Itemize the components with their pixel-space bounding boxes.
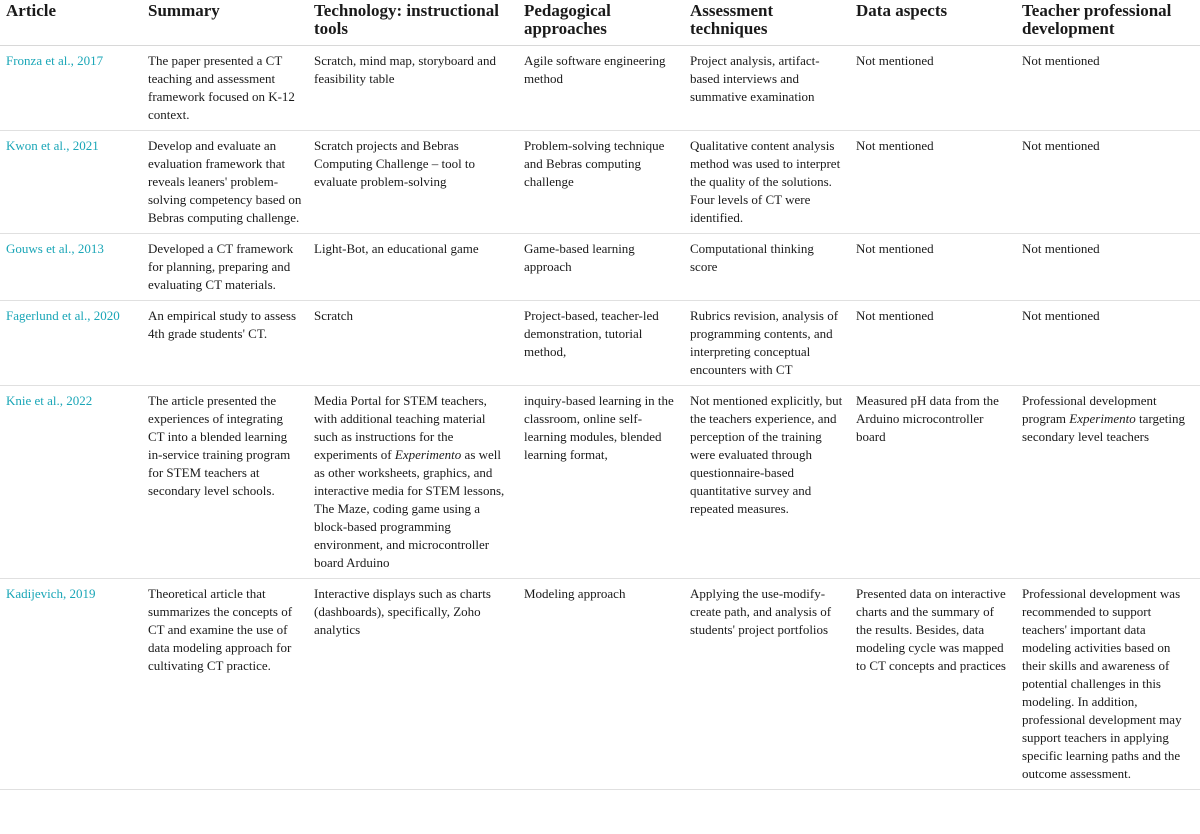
assessment-cell: Applying the use-modify-create path, and analysis of students' project portfolios [684, 579, 850, 790]
technology-emphasis: Experimento [394, 447, 462, 462]
table-row [0, 234, 1200, 301]
tpd-cell: Not mentioned [1016, 301, 1200, 386]
header-assessment: Assessment techniques [684, 0, 850, 46]
tpd-emphasis: Experimento [1069, 411, 1136, 426]
summary-cell: The paper presented a CT teaching and assessment framework focused on K-12 context. [142, 46, 308, 131]
tpd-text: targeting secondary level teachers [1022, 411, 1185, 444]
header-technology: Technology: instructional tools [308, 0, 518, 46]
article-link[interactable]: Gouws et al., 2013 [0, 234, 142, 301]
article-link[interactable]: Fagerlund et al., 2020 [0, 301, 142, 386]
table-row [0, 579, 1200, 790]
summary-cell: An empirical study to assess 4th grade students' CT. [142, 301, 308, 386]
data-cell: Measured pH data from the Arduino microcontroller board [850, 386, 1016, 579]
header-teacher-pd: Teacher professional development [1016, 0, 1200, 46]
table-row [0, 131, 1200, 234]
tpd-cell: Not mentioned [1016, 234, 1200, 301]
technology-text: as well as other worksheets, graphics, and interactive media for STEM lessons, The Maze, coding game using a block-based programming environment, and microcontroller board Arduino [314, 447, 505, 570]
technology-cell: Light-Bot, an educational game [308, 234, 518, 301]
header-data-aspects: Data aspects [850, 0, 1016, 46]
summary-cell: The article presented the experiences of integrating CT into a blended learning in-service training program for STEM teachers at secondary level schools. [142, 386, 308, 579]
article-link[interactable]: Fronza et al., 2017 [0, 46, 142, 131]
article-link[interactable]: Kwon et al., 2021 [0, 131, 142, 234]
tpd-cell: Not mentioned [1016, 46, 1200, 131]
data-cell: Not mentioned [850, 46, 1016, 131]
tpd-cell: Professional development was recommended to support teachers' important data modeling activities based on their skills and awareness of potential challenges in this modeling. In addition, professional development may support teachers in applying specific learning paths and the outcome assessment. [1016, 579, 1200, 790]
pedagogy-cell: Project-based, teacher-led demonstration, tutorial method, [518, 301, 684, 386]
pedagogy-cell: Agile software engineering method [518, 46, 684, 131]
summary-cell: Developed a CT framework for planning, preparing and evaluating CT materials. [142, 234, 308, 301]
assessment-cell: Rubrics revision, analysis of programming contents, and interpreting conceptual encounters with CT [684, 301, 850, 386]
data-cell: Not mentioned [850, 131, 1016, 234]
summary-cell: Develop and evaluate an evaluation framework that reveals leaners' problem-solving competency based on Bebras computing challenge. [142, 131, 308, 234]
technology-cell: Scratch projects and Bebras Computing Challenge – tool to evaluate problem-solving [308, 131, 518, 234]
assessment-cell: Project analysis, artifact-based interviews and summative examination [684, 46, 850, 131]
assessment-cell: Qualitative content analysis method was used to interpret the quality of the solutions. Four levels of CT were identified. [684, 131, 850, 234]
assessment-cell: Computational thinking score [684, 234, 850, 301]
header-summary: Summary [142, 0, 308, 46]
tpd-cell: Not mentioned [1016, 131, 1200, 234]
article-link[interactable]: Kadijevich, 2019 [0, 579, 142, 790]
pedagogy-cell: Game-based learning approach [518, 234, 684, 301]
table-row [0, 386, 1200, 579]
tpd-cell [1016, 386, 1200, 579]
technology-cell: Interactive displays such as charts (dashboards), specifically, Zoho analytics [308, 579, 518, 790]
table-row [0, 46, 1200, 131]
pedagogy-cell: inquiry-based learning in the classroom, online self-learning modules, blended learning format, [518, 386, 684, 579]
pedagogy-cell: Modeling approach [518, 579, 684, 790]
assessment-cell: Not mentioned explicitly, but the teachers experience, and perception of the training were evaluated through questionnaire-based quantitative survey and repeated measures. [684, 386, 850, 579]
table-row [0, 301, 1200, 386]
technology-cell: Scratch, mind map, storyboard and feasibility table [308, 46, 518, 131]
header-row [0, 0, 1200, 46]
header-pedagogy: Pedagogical approaches [518, 0, 684, 46]
article-link[interactable]: Knie et al., 2022 [0, 386, 142, 579]
summary-cell: Theoretical article that summarizes the concepts of CT and examine the use of data modeling approach for cultivating CT practice. [142, 579, 308, 790]
technology-cell: Scratch [308, 301, 518, 386]
tpd-text: Professional development program [1022, 393, 1157, 426]
pedagogy-cell: Problem-solving technique and Bebras computing challenge [518, 131, 684, 234]
data-cell: Not mentioned [850, 234, 1016, 301]
header-article: Article [0, 0, 142, 46]
data-cell: Presented data on interactive charts and the summary of the results. Besides, data modeling cycle was mapped to CT concepts and practices [850, 579, 1016, 790]
data-cell: Not mentioned [850, 301, 1016, 386]
technology-cell [308, 386, 518, 579]
technology-text: Media Portal for STEM teachers, with additional teaching material such as instructions for the experiments of [314, 393, 487, 462]
